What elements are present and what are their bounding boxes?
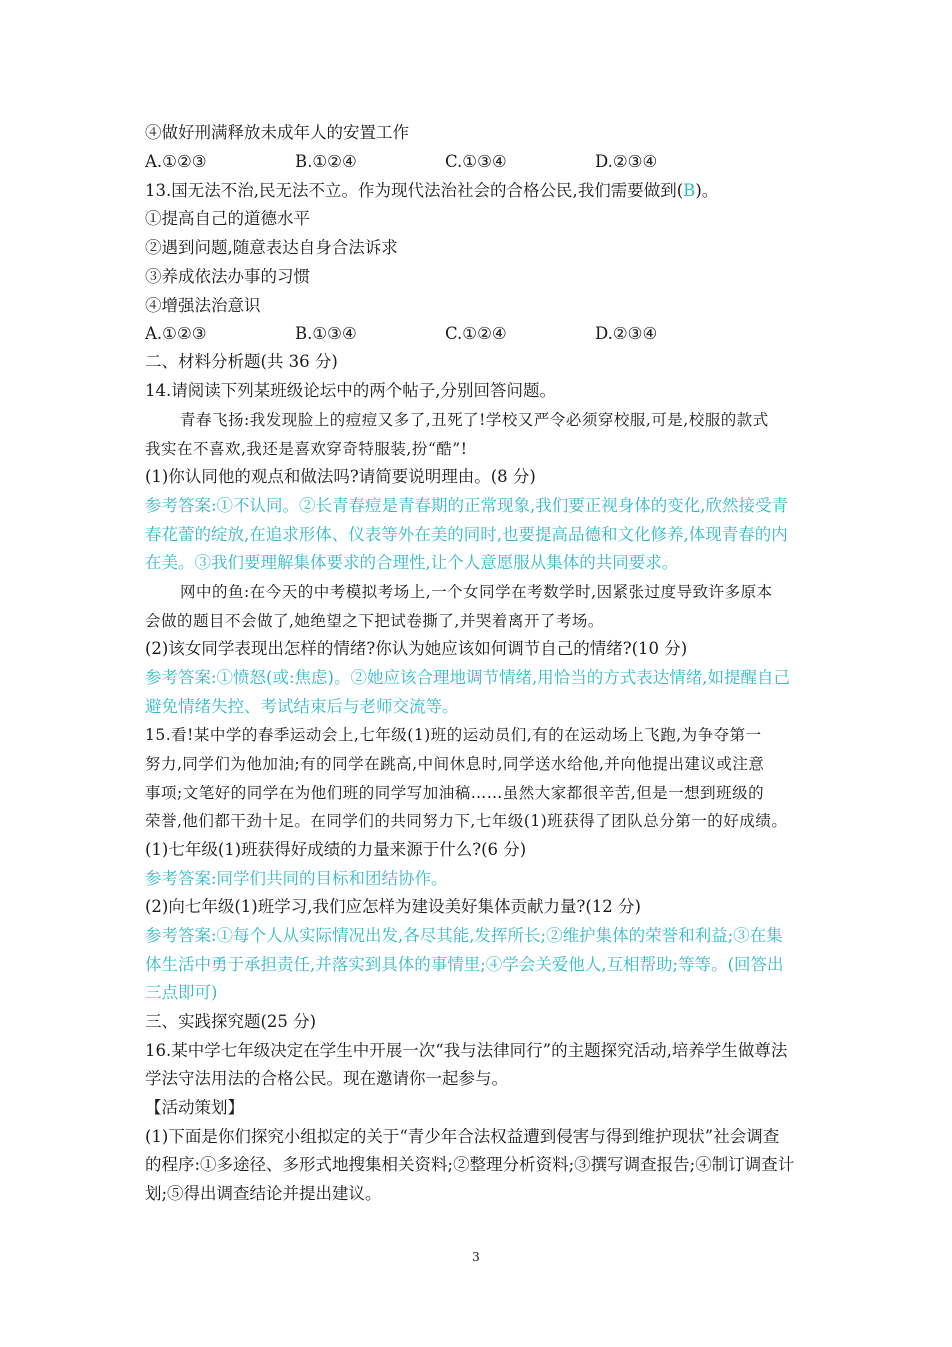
- q12-option-d: D.②③④: [595, 152, 658, 171]
- q15-answer2-line3: 三点即可): [145, 983, 218, 1002]
- q12-option-a: A.①②③: [145, 152, 207, 171]
- q14-post2-line2: 会做的题目不会做了,她绝望之下把试卷撕了,并哭着离开了考场。: [145, 612, 604, 630]
- q16-sub1-line2: 的程序:①多途径、多形式地搜集相关资料;②整理分析资料;③撰写调查报告;④制订调查计: [145, 1155, 795, 1174]
- q15-stem-line1: 15.看!某中学的春季运动会上,七年级(1)班的运动员们,有的在运动场上飞跑,为争夺第一: [145, 726, 762, 744]
- q12-option-b: B.①②④: [295, 152, 357, 171]
- q13-item3: ③养成依法办事的习惯: [145, 267, 310, 286]
- section-3-heading: 三、实践探究题(25 分): [145, 1012, 317, 1031]
- q15-sub1: (1)七年级(1)班获得好成绩的力量来源于什么?(6 分): [145, 840, 527, 859]
- q13-option-c: C.①②④: [445, 324, 507, 343]
- q16-activity-heading: 【活动策划】: [145, 1098, 244, 1117]
- q15-sub2: (2)向七年级(1)班学习,我们应怎样为建设美好集体贡献力量?(12 分): [145, 897, 641, 916]
- q15-answer2-line2: 体生活中勇于承担责任,并落实到具体的事情里;④学会关爱他人,互相帮助;等等。(回答出: [145, 955, 784, 974]
- q15-stem-line2: 努力,同学们为他加油;有的同学在跳高,中间休息时,同学送水给他,并向他提出建议或注意: [145, 755, 765, 773]
- q14-answer2-line2: 避免情绪失控、考试结束后与老师交流等。: [145, 697, 459, 716]
- q14-stem: 14.请阅读下列某班级论坛中的两个帖子,分别回答问题。: [145, 381, 556, 400]
- q13-item2: ②遇到问题,随意表达自身合法诉求: [145, 238, 398, 257]
- q15-stem-line3: 事项;文笔好的同学在为他们班的同学写加油稿……虽然大家都很辛苦,但是一想到班级的: [145, 784, 765, 802]
- q16-sub1-line1: (1)下面是你们探究小组拟定的关于“青少年合法权益遭到侵害与得到维护现状”社会调查: [145, 1127, 780, 1146]
- q13-item4: ④增强法治意识: [145, 296, 261, 315]
- q12-item4: ④做好刑满释放未成年人的安置工作: [145, 123, 409, 142]
- q15-answer2-line1: 参考答案:①每个人从实际情况出发,各尽其能,发挥所长;②维护集体的荣誉和利益;③在集: [145, 926, 783, 945]
- q13-stem: [145, 181, 815, 201]
- q13-option-d: D.②③④: [595, 324, 658, 343]
- q14-answer1-line3: 在美。③我们要理解集体要求的合理性,让个人意愿服从集体的共同要求。: [145, 553, 679, 572]
- q13-answer: B: [683, 181, 696, 200]
- q15-stem-line4: 荣誉,他们都干劲十足。在同学们的共同努力下,七年级(1)班获得了团队总分第一的好成绩。: [145, 812, 788, 830]
- section-2-heading: 二、材料分析题(共 36 分): [145, 352, 338, 371]
- q13-option-b: B.①③④: [295, 324, 357, 343]
- q16-stem-line1: 16.某中学七年级决定在学生中开展一次“我与法律同行”的主题探究活动,培养学生做尊法: [145, 1041, 788, 1060]
- q14-post1-line2: 我实在不喜欢,我还是喜欢穿奇特服装,扮“酷”!: [145, 440, 468, 458]
- q13-stem-end: )。: [695, 181, 719, 200]
- q12-options: [145, 152, 815, 172]
- q14-answer1-line1: 参考答案:①不认同。②长青春痘是青春期的正常现象,我们要正视身体的变化,欣然接受青: [145, 496, 789, 515]
- q13-stem-text: 13.国无法不治,民无法不立。作为现代法治社会的合格公民,我们需要做到(: [145, 181, 684, 200]
- q14-sub2: (2)该女同学表现出怎样的情绪?你认为她应该如何调节自己的情绪?(10 分): [145, 639, 688, 658]
- q16-sub1-line3: 划;⑤得出调查结论并提出建议。: [145, 1184, 382, 1203]
- q15-answer1: 参考答案:同学们共同的目标和团结协作。: [145, 869, 448, 888]
- q14-sub1: (1)你认同他的观点和做法吗?请简要说明理由。(8 分): [145, 467, 536, 486]
- q14-post1-line1: 青春飞扬:我发现脸上的痘痘又多了,丑死了!学校又严令必须穿校服,可是,校服的款式: [180, 411, 769, 429]
- q16-stem-line2: 学法守法用法的合格公民。现在邀请你一起参与。: [145, 1069, 508, 1088]
- q13-option-a: A.①②③: [145, 324, 207, 343]
- q14-post2-line1: 网中的鱼:在今天的中考模拟考场上,一个女同学在考数学时,因紧张过度导致许多原本: [180, 583, 773, 601]
- page-number: 3: [472, 1250, 480, 1264]
- q13-item1: ①提高自己的道德水平: [145, 209, 310, 228]
- q13-options: [145, 324, 815, 344]
- q14-answer2-line1: 参考答案:①愤怒(或:焦虑)。②她应该合理地调节情绪,用恰当的方式表达情绪,如提醒自己: [145, 668, 790, 687]
- q12-option-c: C.①③④: [445, 152, 507, 171]
- q14-answer1-line2: 春花蕾的绽放,在追求形体、仪表等外在美的同时,也要提高品德和文化修养,体现青春的内: [145, 525, 788, 544]
